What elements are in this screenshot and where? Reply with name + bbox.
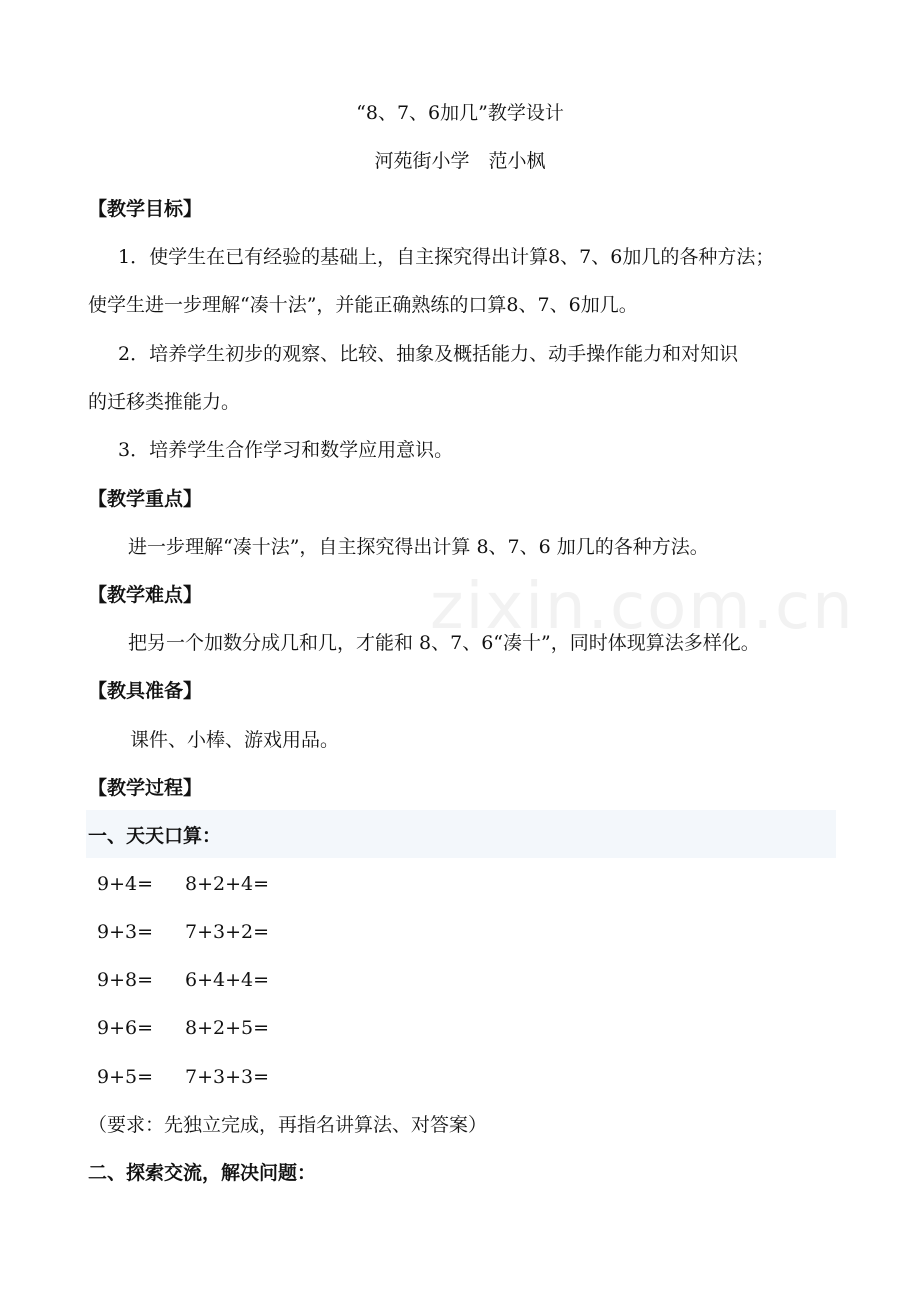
calc-left: 9+4=: [97, 873, 154, 895]
calc-right: 6+4+4=: [185, 969, 270, 991]
difficulty-heading: 【教学难点】: [88, 584, 203, 606]
objective-2-line-1: 2．培养学生初步的观察、比较、抽象及概括能力、动手操作能力和对知识: [118, 343, 739, 365]
materials-text: 课件、小棒、游戏用品。: [130, 729, 340, 751]
document-title: “8、7、6加几”教学设计: [356, 102, 564, 124]
calc-right: 7+3+3=: [185, 1066, 270, 1088]
materials-heading: 【教具准备】: [88, 680, 203, 702]
calc-right: 8+2+5=: [185, 1017, 270, 1039]
calc-right: 8+2+4=: [185, 873, 270, 895]
objectives-heading: 【教学目标】: [88, 198, 203, 220]
objective-1-line-2: 使学生进一步理解“凑十法”，并能正确熟练的口算8、7、6加几。: [88, 294, 638, 316]
watermark: zixin.com.cn: [430, 570, 855, 644]
key-point-text: 进一步理解“凑十法”，自主探究得出计算 8、7、6 加几的各种方法。: [128, 536, 709, 558]
author-line: 河苑街小学 范小枫: [374, 150, 546, 172]
calc-left: 9+6=: [97, 1017, 154, 1039]
objective-2-line-2: 的迁移类推能力。: [88, 391, 241, 413]
section-1-title: 一、天天口算：: [88, 825, 222, 847]
process-heading: 【教学过程】: [88, 777, 203, 799]
key-point-heading: 【教学重点】: [88, 488, 203, 510]
calc-left: 9+3=: [97, 921, 154, 943]
calc-left: 9+5=: [97, 1066, 154, 1088]
calc-right: 7+3+2=: [185, 921, 270, 943]
objective-3: 3．培养学生合作学习和数学应用意识。: [118, 439, 454, 461]
section-2-title: 二、探索交流，解决问题：: [88, 1162, 317, 1184]
calc-left: 9+8=: [97, 969, 154, 991]
difficulty-text: 把另一个加数分成几和几，才能和 8、7、6“凑十”，同时体现算法多样化。: [128, 632, 760, 654]
objective-1-line-1: 1．使学生在已有经验的基础上，自主探究得出计算8、7、6加几的各种方法；: [118, 246, 775, 268]
requirement-note: （要求：先独立完成，再指名讲算法、对答案）: [88, 1114, 488, 1136]
